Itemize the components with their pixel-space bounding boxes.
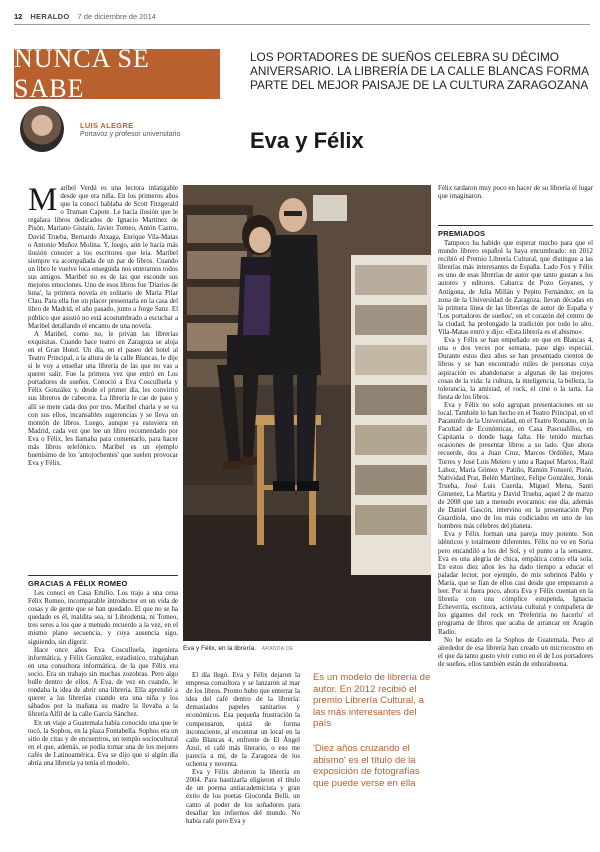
paragraph: En un viaje a Guatemala había conocido una que le tocó, la Sophos, en la plaza Fontabella. Sophos era un sitio de citas y de encuentros, un templo sociocultural en el que, además, se podía tomar una de los mejores cafés de Latinoamérica. Eva se dijo que si algún día abría una librería ya tenía el modelo. bbox=[28, 719, 178, 767]
bookstore-photo-illustration bbox=[183, 185, 431, 641]
author-name: LUIS ALEGRE bbox=[80, 121, 134, 130]
bookshelf-right bbox=[351, 255, 431, 575]
photo-caption: Eva y Félix, en la librería. bbox=[183, 645, 256, 652]
header-rule bbox=[14, 24, 590, 25]
paragraph: El día llegó. Eva y Félix dejaron la empresa consultora y se lanzaron al mar de los libros. Pronto hubo que enterrar la idea del café dentro de la librería: demasiados papeles sanitarios y económicos. Esa pequeña frustración la compensaron, quizá de forma inconsciente, al encontrar un local en la calle Blancas 4, enfrente de El Ángel Azul, el café más literario, o eso me parecía a mí, de la Zaragoza de los ochenta y noventa. bbox=[186, 672, 300, 769]
paragraph: Eva y Félix abrieron la librería en 2004. Para bautizarla eligieron el título de un poema antiacademicista y gran éxito de los poetas Gioconda Belli, un canto al poder de los soñadores para desafiar los infiernos del mundo. No había café pero Eva y bbox=[186, 769, 300, 825]
paragraph: Eva y Félix forman una pareja muy potente. Son idénticos y totalmente diferentes. Félix no ve en Soria pero encandiló a los del Sol, y el punto a la sensatez. Eva es una alegría de chica, empática como ella sola. En estos diez años les ha dado tiempo a educar el paladar lector, por ejemplo, de mis sobrinos Pablo y María, que se fían de ellos casi desde que empezaron a leer. Por si fuera poco, ahora Eva y Félix cuentan en la librería con una cómplice estupenda, Ignacia Echeverría, escritora, activista cultural y compañera de los gigantes del rock en 'Preferiría no hacerlo' el programa de libros que acaba de arrancar en Aragón Radio. bbox=[438, 531, 593, 636]
paragraph: Eva y Félix no solo agrupan presentaciones en su local. También lo han hecho en el Teatro Principal, en el Paraninfo de la Universidad, en el Teatro Romano, en la Facultad de Económicas, en Casa Pascualillos, en Capitanía o donde haga falta. He tenido muchas ocasiones de presentar libros a su lado. Que ahora recuerde, dos a Juan Cruz, Marcos Ordóñez, Mara Torres y José Luis Melero y uno a Raquel Martos, Raúl Lahoz, María Gómez y Patiño, Ramón Fonseré, Pisón, Natividad Prat, Belén Martínez, Felipe González, Jonás Trueba, José Luis Cuerda, Miguel Mena, Santi Gimenez, La Martita y David Trueba, aquel 2 de marzo de 2008 que tan a menudo evocamos: ese día, además de Daniel Gascón, intervino en la presentación Pep Guardiola, uno de los más codiciados en uno de los hombres más célebres del planeta. bbox=[438, 401, 593, 531]
paragraph: aribel Verdú es una lectora infatigable desde que era niña. En los primeros años que la conocí hablaba de Scott Fitzgerald o Truman Capote. Le hacía ilusión que le regalara libros dedicados de Ignacio Martínez de Pisón, Mariano Gistaín, Javier Tomeo, Antón Castro, David Trueba, Bernardo Atxaga, Enrique Vila-Matas o Antonio Muñoz Molina. Y, luego, aún le hacía más ilusión conocer a los escritores que leía. Maribel siempre va acompañada de un par de libros. Cuando un libro le vuelve loca enseguida nos enteramos todos sus amigos. Maribel no es de las que esconde sus mejores emociones. Uno de esos libros fue 'Diarios de luna', la primera novela en solitario de María Pilar Clau. Para ella fue un placer presentarla en la casa del libro de Madrid, el año pasado, junto a Jorge Sanz. El público que asistió no está acostumbrado a escuchar a Maribel detallando el encanto de una novela. bbox=[28, 185, 178, 330]
paragraph: Félix tardaron muy poco en hacer de su librería el lugar que imaginaron. bbox=[438, 185, 593, 201]
author-role: Portavoz y profesor universitario bbox=[80, 131, 181, 138]
paragraph: Tampoco ha habido que esperar mucho para que el mundo librero español la haya encumbrado: en 2012 recibió el Premio Librería Cultural, que distingue a las librerías más interesantes de España. Lado Fox y Félix es uno de esas librerías de autor que tanto gustan a los autores y editores. Cabarca de Pozo Goyanes, y Antígona, de Julia Millán y Pepito Fernández, en la zona de la Universidad de Zaragoza, llevan décadas en la primera línea de las librerías de autor de España y 'Los portadores de sueños', en el corazón del centro de la ciudad, ha prolongado la tradición por todo lo alto. Vila-Matas entró y dijo: «Esta librería es el abismo». bbox=[438, 240, 593, 337]
paragraph: No he estado en la Sophos de Guatemala. Pero al alrededor de esa librería han creado un microcosmo en el que da tanto gusto vivir como en el de Los portadores de sueños, ellos también están de enhorabuena. bbox=[438, 636, 593, 668]
article-kicker: LOS PORTADORES DE SUEÑOS CELEBRA SU DÉCIMO ANIVERSARIO. LA LIBRERÍA DE LA CALLE BLANCAS FORMA PARTE DEL MEJOR PAISAJE DE LA CULTURA ZARAGOZANA bbox=[250, 50, 589, 92]
paragraph: Les conocí en Casa Emilio. Los trajo a una cena Félix Romeo, incomparable introductor en un vida de cosas y de gente que se han quedado. El que no se ha quedado es él, maldita sea, ni Librodenta, ni Tomeo, tres seres a los que a menudo recuerdo a la vez, en el mismo plano secuencia, y cuya ausencia sigo, siguiendo, sin digerir. bbox=[28, 590, 178, 646]
author-avatar bbox=[20, 106, 64, 152]
pull-quote-1: Es un modelo de librería de autor. En 2012 recibió el premio Librería Cultural, a las más interesantes del país bbox=[313, 672, 431, 730]
page-number: 12 bbox=[14, 11, 23, 21]
publication-name: HERALDO bbox=[30, 11, 70, 21]
body-column-1 bbox=[28, 185, 178, 557]
body-column-3-top bbox=[438, 185, 593, 209]
column-title: NUNCA SE SABE bbox=[14, 44, 150, 103]
column-title-box bbox=[14, 44, 220, 103]
article-photo bbox=[183, 185, 431, 641]
issue-date: 7 de diciembre de 2014 bbox=[77, 11, 156, 21]
pull-quote-2: 'Diez años cruzando el abismo' es el título de la exposición de fotografías que puede verse en ella bbox=[313, 743, 420, 789]
paragraph: Eva y Félix se han empeñado en que en Blancas 4, una o dos veces por semana, pase algo especial. Durante estos diez años se han presentado cientos de libros y se han encontrado miles de personas cuya aspiración es abandonarse a algunas de las mejores cosas de la vida: la cultura, la inteligencia, la belleza, la tolerancia, la amistad, el rock, el cine o la tarta. La fiesta de los libros. bbox=[438, 337, 593, 401]
subheading-premiados: PREMIADOS bbox=[438, 225, 593, 238]
paragraph: A Maribel, como no, le privan las librerías exquisitas. Cuando hace teatro en Zaragoza se aloja en el Gran Hotel. Un día, en el paseo del hotel al Teatro Principal, a la altura de la calle Blancas, le dije si le voy a enseñar una librería de las que no vas a querer salir. Fue la primera vez que entró en Los portadores de sueños. Conoció a Eva Cosculluela y Félix González y, desde el primer día, les convirtió sus libreros de cabecera. La librería le cae de paso y allí se mete cada dos por tres. Maribel charla y se va con sus ellos, incansables sugerencias y se lleva un montón de libros. Luego, aunque ya estuviera en Madrid, cada vez que lee un libro recomendado por Eva o Félix, les llamaba para comentarlo, para hacer más libros telefónico. Maribel es un ejemplo buenísimo de los 'antojochentes' que suelen provocar Eva y Félix. bbox=[28, 330, 178, 468]
photo-caption-line bbox=[183, 645, 431, 652]
photo-credit: ARANDA DE bbox=[261, 646, 294, 652]
subheading-gracias: GRACIAS A FÉLIX ROMEO bbox=[28, 575, 178, 588]
body-column-2 bbox=[186, 672, 300, 844]
article-headline: Eva y Félix bbox=[250, 128, 364, 153]
page-header bbox=[14, 10, 590, 22]
drop-cap: M bbox=[28, 185, 58, 218]
body-column-1b bbox=[28, 590, 178, 840]
paragraph: Hace once años Eva Cosculluela, ingeniera informática, y Félix González, estadístico, trabajaban en una consultora informática, de la que Félix era socio. Era un trabajo sin muchas zozobras. Pero algo bulle dentro de ellos. A Eva, de vez en cuando, le rondaba la idea de abrir una librería. Ella aprendió a querer a las librerías cuando era una niña y los sábados por la mañana su madre la llevaba a la librería Alfil de la calle García Sánchez. bbox=[28, 646, 178, 719]
body-column-3 bbox=[438, 240, 593, 840]
